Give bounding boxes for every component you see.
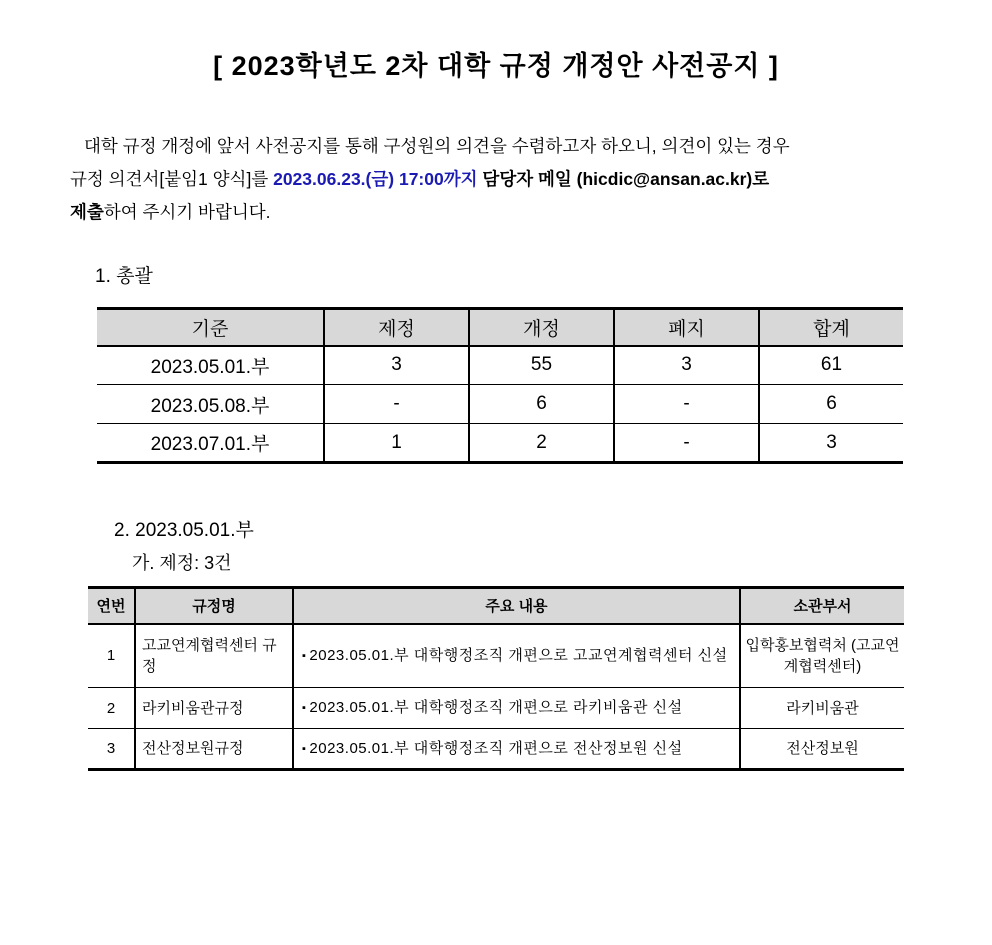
summary-cell: 55 — [469, 346, 614, 385]
summary-header-cell: 제정 — [324, 309, 469, 346]
regulation-name: 라키비움관규정 — [135, 688, 293, 729]
content-text: 2023.05.01.부 대학행정조직 개편으로 고교연계협력센터 신설 — [309, 646, 728, 664]
contact-email-text: 담당자 메일 (hicdic@ansan.ac.kr)로 — [477, 169, 770, 189]
regulation-content — [293, 624, 740, 688]
intro-line-3 — [70, 196, 898, 229]
detail-header-row — [88, 588, 904, 624]
summary-cell: 2023.05.01.부 — [97, 346, 324, 385]
section-2-subheading: 가. 제정: 3건 — [132, 553, 232, 573]
summary-cell: 3 — [324, 346, 469, 385]
summary-cell: 61 — [759, 346, 903, 385]
regulation-content — [293, 729, 740, 770]
summary-header-row — [97, 309, 903, 346]
summary-cell: 6 — [469, 385, 614, 424]
table-row — [88, 688, 904, 729]
table-row — [88, 729, 904, 770]
intro-text: 대학 규정 개정에 앞서 사전공지를 통해 구성원의 의견을 수렴하고자 하오니, 의견이 있는 경우 — [84, 136, 790, 156]
department: 전산정보원 — [740, 729, 904, 770]
section-1-heading: 1. 총괄 — [95, 266, 153, 287]
table-row — [97, 346, 903, 385]
content-text: 2023.05.01.부 대학행정조직 개편으로 전산정보원 신설 — [309, 739, 683, 757]
row-number: 1 — [88, 624, 135, 688]
intro-paragraph — [70, 130, 898, 229]
summary-cell: - — [614, 424, 759, 463]
summary-header-cell: 기준 — [97, 309, 324, 346]
content-text: 2023.05.01.부 대학행정조직 개편으로 라키비움관 신설 — [309, 699, 683, 716]
summary-cell: - — [324, 385, 469, 424]
summary-header-cell: 개정 — [469, 309, 614, 346]
detail-header-cell: 연번 — [88, 588, 135, 624]
regulation-name: 고교연계협력센터 규정 — [135, 624, 293, 688]
detail-table — [88, 586, 904, 771]
row-number: 3 — [88, 729, 135, 770]
summary-header-cell: 폐지 — [614, 309, 759, 346]
summary-cell: 2023.05.08.부 — [97, 385, 324, 424]
summary-cell: 6 — [759, 385, 903, 424]
department: 입학홍보협력처 (고교연계협력센터) — [740, 624, 904, 688]
department: 라키비움관 — [740, 688, 904, 729]
section-2-heading: 2. 2023.05.01.부 — [114, 520, 254, 541]
intro-text: 하여 주시기 바랍니다. — [103, 202, 271, 222]
detail-header-cell: 규정명 — [135, 588, 293, 624]
submit-emphasis: 제출 — [70, 202, 104, 222]
page-title: [ 2023학년도 2차 대학 규정 개정안 사전공지 ] — [213, 51, 779, 81]
deadline-highlight: 2023.06.23.(금) 17:00까지 — [273, 169, 478, 189]
regulation-content — [293, 688, 740, 729]
summary-cell: 3 — [614, 346, 759, 385]
table-row — [88, 624, 904, 688]
table-row — [97, 424, 903, 463]
bullet-square-icon: ▪ — [302, 742, 307, 755]
intro-line-1 — [70, 130, 898, 163]
summary-cell: 3 — [759, 424, 903, 463]
intro-line-2 — [70, 163, 898, 196]
summary-table — [97, 307, 903, 464]
intro-text: 규정 의견서[붙임1 양식]를 — [70, 169, 274, 189]
summary-header-cell: 합계 — [759, 309, 903, 346]
regulation-name: 전산정보원규정 — [135, 729, 293, 770]
table-row — [97, 385, 903, 424]
summary-cell: - — [614, 385, 759, 424]
detail-header-cell: 주요 내용 — [293, 588, 740, 624]
row-number: 2 — [88, 688, 135, 729]
bullet-square-icon: ▪ — [302, 649, 307, 662]
summary-cell: 2 — [469, 424, 614, 463]
summary-cell: 2023.07.01.부 — [97, 424, 324, 463]
bullet-square-icon: ▪ — [302, 702, 307, 714]
summary-cell: 1 — [324, 424, 469, 463]
detail-header-cell: 소관부서 — [740, 588, 904, 624]
